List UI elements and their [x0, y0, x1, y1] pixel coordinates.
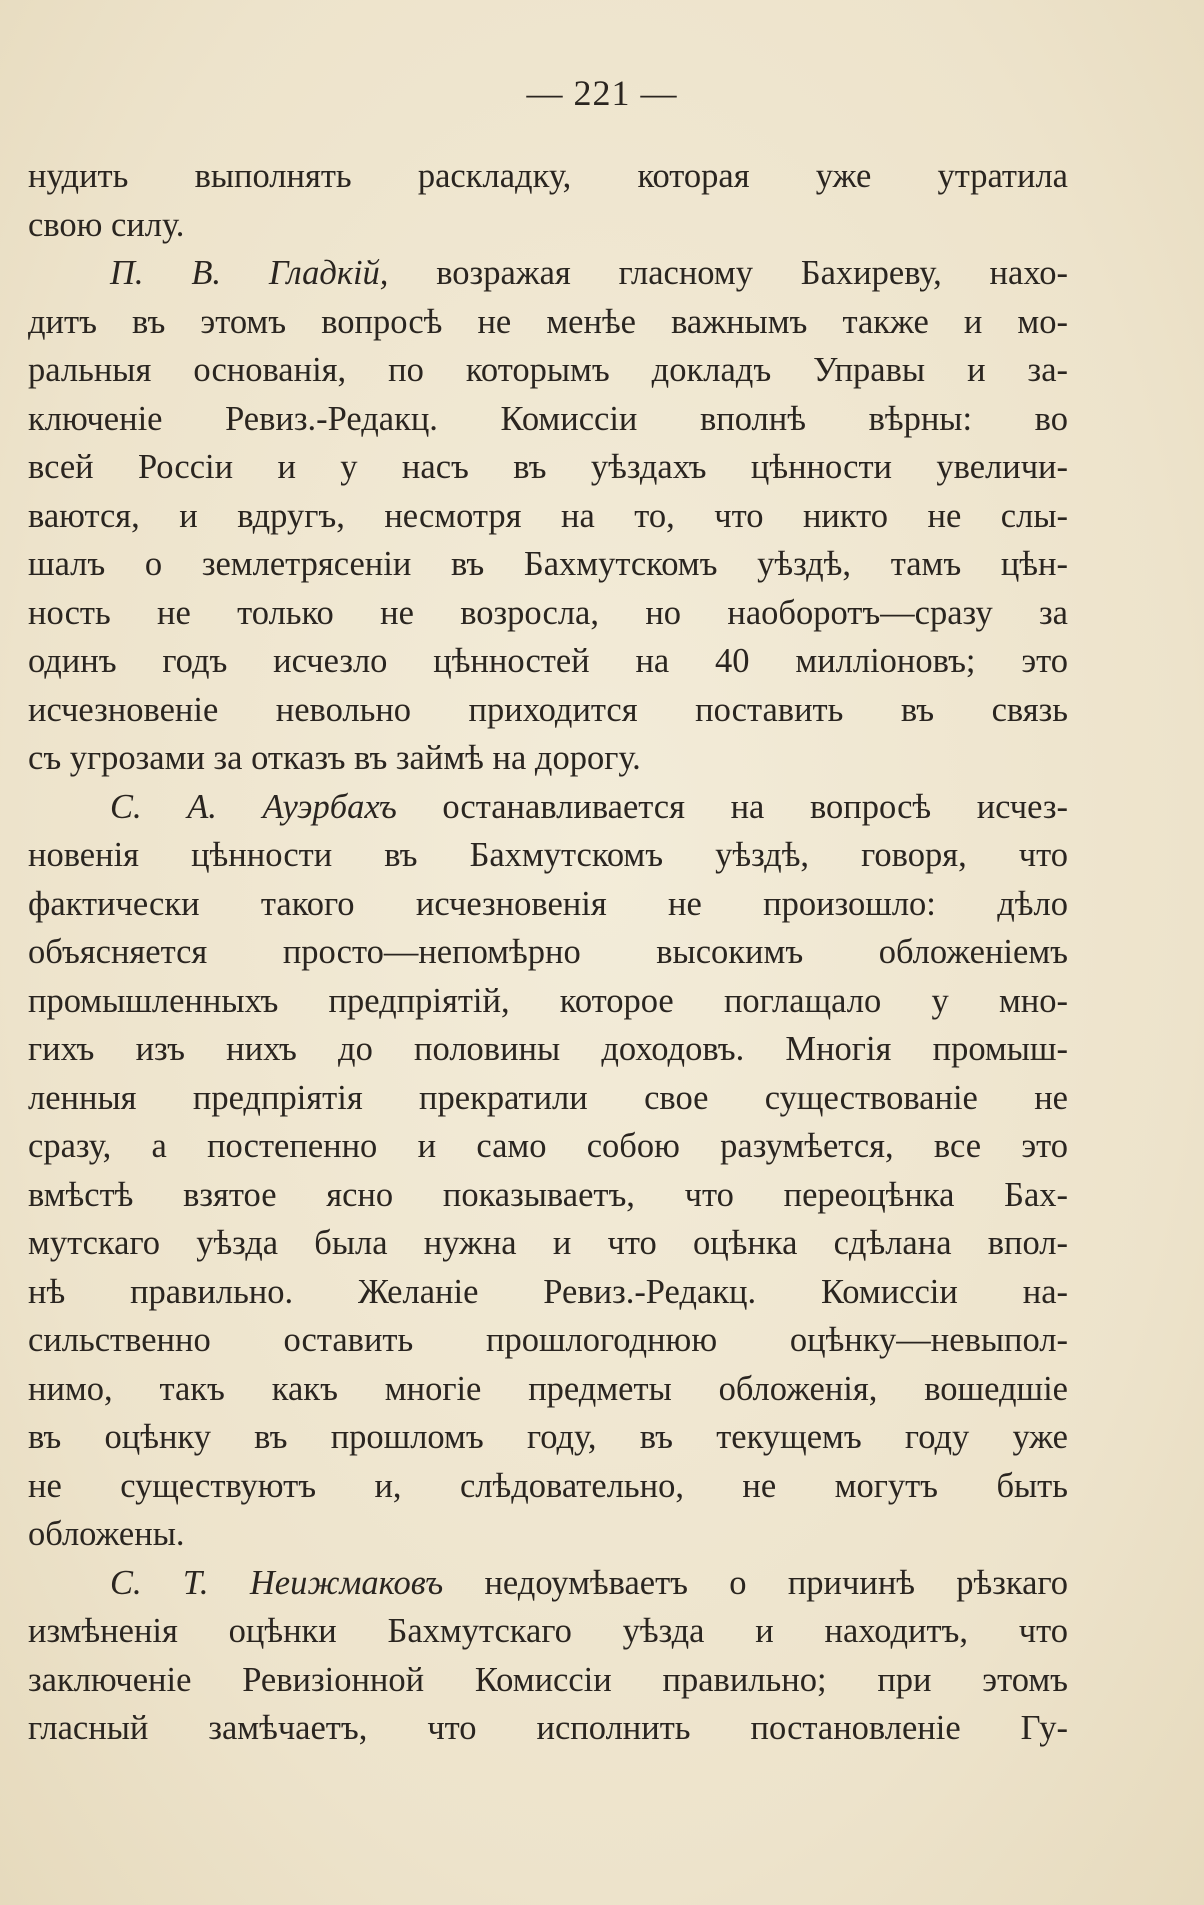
line-text: гласный замѣчаетъ, что исполнить постановленіе Гу-	[28, 1709, 1068, 1747]
body-text	[28, 152, 1068, 1753]
line-text: нѣ правильно. Желаніе Ревиз.-Редакц. Комиссіи на-	[28, 1272, 1068, 1311]
page-number: — 221 —	[526, 73, 678, 113]
line-text: свою силу.	[28, 205, 185, 244]
line-text: новенія цѣнности въ Бахмутскомъ уѣздѣ, говоря, что	[28, 836, 1068, 874]
text-line	[28, 1171, 1068, 1220]
text-line	[28, 346, 1068, 395]
text-line	[28, 1025, 1068, 1074]
text-line	[28, 249, 1068, 298]
line-text: мутскаго уѣзда была нужна и что оцѣнка сдѣлана впол-	[28, 1224, 1068, 1262]
text-line	[28, 152, 1068, 201]
speaker-name: П. В. Гладкій,	[110, 254, 389, 292]
line-text: сильственно оставить прошлогоднюю оцѣнку—невыпол-	[28, 1321, 1068, 1359]
text-line	[28, 1316, 1068, 1365]
text-line	[28, 395, 1068, 444]
line-text: дитъ въ этомъ вопросѣ не менѣе важнымъ также и мо-	[28, 302, 1068, 341]
line-text: ленныя предпріятія прекратили свое существованіе не	[28, 1078, 1068, 1117]
text-line	[28, 540, 1068, 589]
speaker-name: С. Т. Неижмаковъ	[110, 1563, 444, 1602]
line-text: гихъ изъ нихъ до половины доходовъ. Многія промыш-	[28, 1030, 1068, 1068]
text-line	[28, 928, 1068, 977]
line-text: ваются, и вдругъ, несмотря на то, что никто не слы-	[28, 496, 1068, 535]
line-text: нимо, такъ какъ многіе предметы обложенія, вошедшіе	[28, 1369, 1068, 1408]
line-text: не существуютъ и, слѣдовательно, не могутъ быть	[28, 1466, 1068, 1505]
line-text: вмѣстѣ взятое ясно показываетъ, что переоцѣнка Бах-	[28, 1175, 1068, 1214]
text-line	[28, 1462, 1068, 1511]
text-line	[28, 1122, 1068, 1171]
line-text: въ оцѣнку въ прошломъ году, въ текущемъ году уже	[28, 1418, 1068, 1456]
line-text: нудить выполнять раскладку, которая уже утратила	[28, 157, 1068, 195]
text-line	[28, 734, 1068, 783]
text-line	[28, 1510, 1068, 1559]
line-text: возражая гласному Бахиреву, нахо-	[388, 254, 1068, 292]
line-text: ральныя основанія, по которымъ докладъ Управы и за-	[28, 351, 1068, 389]
speaker-name: С. А. Ауэрбахъ	[110, 787, 397, 826]
line-text: измѣненія оцѣнки Бахмутскаго уѣзда и находитъ, что	[28, 1612, 1068, 1650]
text-line	[28, 637, 1068, 686]
line-text: ключеніе Ревиз.-Редакц. Комиссіи вполнѣ вѣрны: во	[28, 399, 1068, 438]
text-line	[28, 1607, 1068, 1656]
line-text: промышленныхъ предпріятій, которое поглащало у мно-	[28, 981, 1068, 1020]
line-text: останавливается на вопросѣ исчез-	[396, 787, 1068, 826]
text-line	[28, 1365, 1068, 1414]
text-line	[28, 298, 1068, 347]
line-text: объясняется просто—непомѣрно высокимъ обложеніемъ	[28, 933, 1068, 971]
text-line	[28, 201, 1068, 250]
line-text: одинъ годъ исчезло цѣнностей на 40 милліоновъ; это	[28, 642, 1068, 680]
text-line	[28, 1219, 1068, 1268]
text-line	[28, 1413, 1068, 1462]
line-text: всей Россіи и у насъ въ уѣздахъ цѣнности увеличи-	[28, 448, 1068, 486]
line-text: шалъ о землетрясеніи въ Бахмутскомъ уѣздѣ, тамъ цѣн-	[28, 545, 1068, 583]
text-line	[28, 1268, 1068, 1317]
text-line	[28, 443, 1068, 492]
text-line	[28, 783, 1068, 832]
text-line	[28, 977, 1068, 1026]
text-line	[28, 589, 1068, 638]
line-text: исчезновеніе невольно приходится поставить въ связь	[28, 690, 1068, 729]
line-text: сразу, а постепенно и само собою разумѣется, все это	[28, 1127, 1068, 1165]
line-text: съ угрозами за отказъ въ займѣ на дорогу.	[28, 739, 641, 777]
text-line	[28, 492, 1068, 541]
text-line	[28, 831, 1068, 880]
text-line	[28, 880, 1068, 929]
line-text: заключеніе Ревизіонной Комиссіи правильно; при этомъ	[28, 1660, 1068, 1699]
text-line	[28, 1704, 1068, 1753]
text-line	[28, 1559, 1068, 1608]
line-text: обложены.	[28, 1515, 185, 1553]
text-line	[28, 686, 1068, 735]
text-line	[28, 1656, 1068, 1705]
line-text: ность не только не возросла, но наоборотъ—сразу за	[28, 593, 1068, 632]
line-text: недоумѣваетъ о причинѣ рѣзкаго	[443, 1563, 1068, 1602]
text-line	[28, 1074, 1068, 1123]
line-text: фактически такого исчезновенія не произошло: дѣло	[28, 884, 1068, 923]
